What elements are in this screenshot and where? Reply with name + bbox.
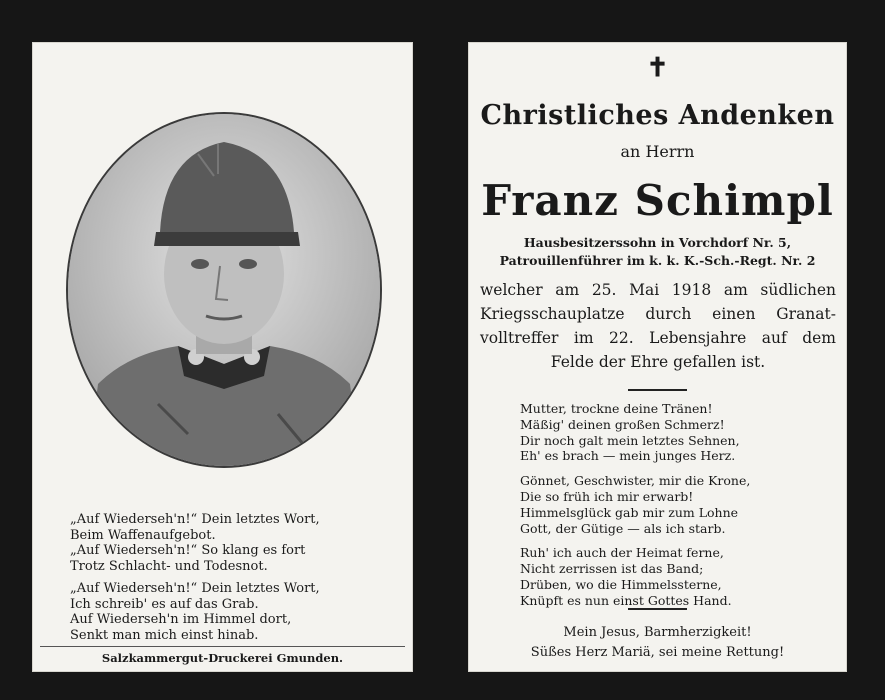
right-poem-stanza xyxy=(520,401,820,464)
left-poem-line: Ich schreib' es auf das Grab. xyxy=(70,596,259,612)
right-poem-stanza xyxy=(520,473,820,536)
closing-prayer: Süßes Herz Mariä, sei meine Rettung! xyxy=(530,645,785,660)
right-poem-line: Die so früh ich mir erwarb! xyxy=(520,488,694,504)
right-poem-line: Knüpft es nun einst Gottes Hand. xyxy=(520,592,732,608)
left-memorial-card xyxy=(32,42,413,672)
death-notice-text xyxy=(480,278,836,374)
left-poem-line: „Auf Wiederseh'n!“ So klang es fort xyxy=(70,543,306,558)
right-poem xyxy=(520,401,820,618)
deceased-name: Franz Schimpl xyxy=(481,176,834,225)
right-poem-line: Himmelsglück gab mir zum Lohne xyxy=(520,504,739,520)
left-poem xyxy=(70,512,390,650)
left-poem-line: Auf Wiederseh'n im Himmel dort, xyxy=(70,612,292,627)
body-line: volltreffer im 22. Lebensjahre auf dem xyxy=(480,329,836,347)
left-poem-line: Senkt man mich einst hinab. xyxy=(70,627,259,643)
left-poem-line: Trotz Schlacht- und Todesnot. xyxy=(70,558,268,574)
cross-icon: ✝ xyxy=(646,53,669,83)
right-poem-line: Ruh' ich auch der Heimat ferne, xyxy=(520,545,724,561)
body-line: welcher am 25. Mai 1918 am südlichen xyxy=(480,281,836,299)
right-memorial-card xyxy=(468,42,847,672)
right-poem-line: Mutter, trockne deine Tränen! xyxy=(520,401,713,416)
left-poem-line: Beim Waffenaufgebot. xyxy=(70,527,216,543)
right-poem-stanza xyxy=(520,545,820,608)
right-poem-line: Mäßig' deinen großen Schmerz! xyxy=(520,416,725,432)
left-poem-stanza xyxy=(70,581,390,643)
closing-prayer: Mein Jesus, Barmherzigkeit! xyxy=(563,625,752,640)
printer-divider xyxy=(40,646,405,647)
soldier-portrait xyxy=(66,112,382,468)
left-poem-line: „Auf Wiederseh'n!“ Dein letztes Wort, xyxy=(70,512,320,527)
description-line: Patrouillenführer im k. k. K.-Sch.-Regt. Nr. 2 xyxy=(499,253,816,268)
left-poem-stanza xyxy=(70,512,390,574)
right-poem-line: Dir noch galt mein letztes Sehnen, xyxy=(520,432,740,448)
printer-imprint: Salzkammergut-Druckerei Gmunden. xyxy=(101,651,344,665)
body-line: Kriegsschauplatze durch einen Granat- xyxy=(480,305,836,323)
divider-rule xyxy=(628,389,687,391)
addressee: an Herrn xyxy=(620,142,695,161)
right-poem-line: Gott, der Gütige — als ich starb. xyxy=(520,520,726,536)
card-heading: Christliches Andenken xyxy=(480,100,835,131)
right-poem-line: Gönnet, Geschwister, mir die Krone, xyxy=(520,473,751,489)
description-line: Hausbesitzerssohn in Vorchdorf Nr. 5, xyxy=(523,235,792,250)
right-poem-line: Drüben, wo die Himmelssterne, xyxy=(520,576,722,592)
left-poem-line: „Auf Wiederseh'n!“ Dein letztes Wort, xyxy=(70,581,320,596)
divider-rule xyxy=(628,608,687,610)
body-line: Felde der Ehre gefallen ist. xyxy=(550,353,766,371)
soldier-portrait-image xyxy=(68,114,380,466)
right-poem-line: Nicht zerrissen ist das Band; xyxy=(520,561,704,577)
right-poem-line: Eh' es brach — mein junges Herz. xyxy=(520,448,736,464)
